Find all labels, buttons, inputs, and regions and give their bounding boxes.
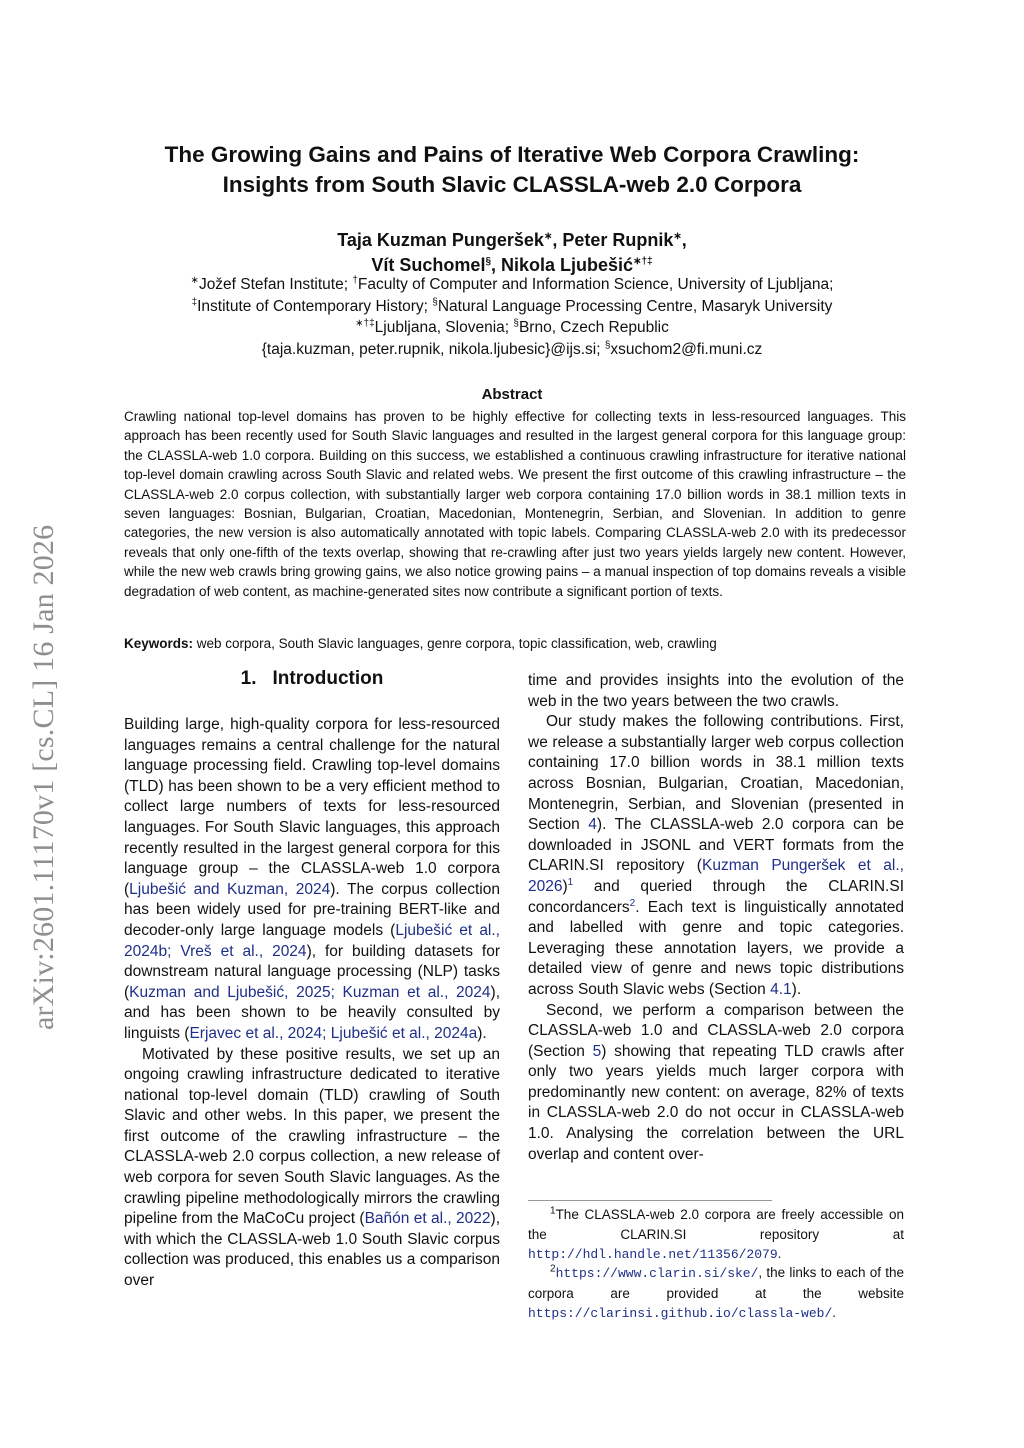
text-run: ): [562, 877, 568, 895]
affil-line-2: [80, 296, 944, 318]
citation-link[interactable]: Kuzman and Ljubešić, 2025; Kuzman et al., 2024: [129, 983, 491, 1001]
left-column: [124, 715, 500, 1292]
affil-mark: ‡: [191, 296, 198, 308]
affil-mark: ∗†‡: [355, 317, 375, 329]
affil-emails: [80, 339, 944, 361]
footnote-text: .: [777, 1246, 782, 1261]
email-text: {taja.kuzman, peter.rupnik, nikola.ljubesic}@ijs.si;: [261, 340, 605, 358]
text-run: Second, we perform a comparison between the CLASSLA-web 1.0 and CLASSLA-web 2.0 corpora (Section: [528, 1001, 904, 1060]
author-mark: §: [485, 256, 492, 267]
author-name: , Nikola Ljubešić: [491, 255, 634, 275]
section-ref-link[interactable]: 4: [588, 816, 597, 834]
section-heading: [124, 668, 500, 690]
affil-line-1: [80, 274, 944, 296]
affil-mark: §: [432, 296, 438, 308]
author-name: Vít Suchomel: [371, 255, 486, 275]
text-run: ), and has been shown to be heavily consulted by linguists (: [124, 983, 500, 1042]
title-line-2: Insights from South Slavic CLASSLA-web 2.0 Corpora: [222, 172, 802, 197]
affil-text: Jožef Stefan Institute;: [198, 276, 353, 293]
affil-text: Natural Language Processing Centre, Masaryk University: [437, 297, 833, 315]
footnote-2: [528, 1263, 904, 1324]
paper-title: [100, 140, 924, 200]
author-list: [100, 228, 924, 278]
authors-line-1: [100, 228, 924, 253]
citation-link[interactable]: Ljubešić et al., 2024b; Vreš et al., 2024: [124, 921, 500, 960]
citation-link[interactable]: Kuzman Pungeršek et al., 2026: [528, 857, 904, 895]
paragraph: [528, 1001, 904, 1166]
footnote-mark: 1: [550, 1205, 556, 1217]
author-name: , Peter Rupnik: [552, 230, 674, 250]
arxiv-stamp: arXiv:2601.11170v1 [cs.CL] 16 Jan 2026: [27, 524, 60, 1030]
author-mark: ∗: [673, 231, 682, 242]
abstract-text: Crawling national top-level domains has proven to be highly effective for collecting texts in less-resourced languages. This approach has been recently used for South Slavic languages and resulted in the largest general corpora for this language group: the CLASSLA-web 1.0 corpora. Building on this success, we established a continuous crawling infrastructure for iterative national top-level domain crawling across South Slavic and related webs. We present the first outcome of this crawling infrastructure – the CLASSLA-web 2.0 corpus collection, with substantially larger web corpora containing 17.0 billion words in 38.1 million texts in seven languages: Bosnian, Bulgarian, Croatian, Macedonian, Montenegrin, Serbian, and Slovenian. In addition to genre categories, the new version is also automatically annotated with topic labels. Comparing CLASSLA-web 2.0 with its predecessor reveals that only one-fifth of the texts overlap, showing that re-crawling after just two years yields largely new content. However, while the new web crawls bring growing gains, we also notice growing pains – a manual inspection of top domains reveals a visible degradation of web content, as machine-generated sites now contribute a significant portion of texts.: [124, 409, 906, 599]
section-number: 1.: [240, 668, 257, 689]
affil-text: Ljubljana, Slovenia;: [374, 319, 514, 336]
citation-link[interactable]: Erjavec et al., 2024; Ljubešić et al., 2024a: [189, 1024, 478, 1042]
text-run: ), for building datasets for downstream natural language processing (NLP) tasks (: [124, 942, 500, 1001]
affiliations: [80, 274, 944, 360]
affil-mark: §: [604, 339, 611, 351]
text-run: and queried through the CLARIN.SI concordancers: [528, 877, 904, 916]
text-run: Motivated by these positive results, we set up an ongoing crawling infrastructure dedicated to iterative national top-level domain (TLD) crawling of South Slavic and other webs. In this paper, we present the first outcome of the crawling infrastructure – the CLASSLA-web 2.0 corpus collection, a new release of web corpora for seven South Slavic languages. As the crawling pipeline methodologically mirrors the crawling pipeline from the MaCoCu project (: [124, 1045, 500, 1228]
text-run: ), with which the CLASSLA-web 1.0 South Slavic corpus collection was produced, this enables us a comparison over: [124, 1210, 500, 1290]
text-run: Our study makes the following contributions. First, we release a substantially larger web corpus collection containing 17.0 billion words in 38.1 million texts across Bosnian, Bulgarian, Croatian, Macedonian, Montenegrin, Serbian, and Slovenian (presented in Section: [528, 713, 904, 834]
footnote-text: The CLASSLA-web 2.0 corpora are freely accessible on the CLARIN.SI repository at: [528, 1207, 904, 1242]
keywords: [124, 634, 906, 653]
affil-mark: †: [352, 274, 358, 286]
text-run: Building large, high-quality corpora for less-resourced languages remains a central challenge for the natural language processing field. Crawling top-level domains (TLD) has been shown to be a very efficient method to collect large numbers of texts for less-resourced languages. For South Slavic languages, this approach recently resulted in the largest general corpora for this language group – the CLASSLA-web 1.0 corpora (: [124, 716, 500, 898]
right-column: [528, 671, 904, 1165]
section-title: Introduction: [272, 668, 384, 689]
title-line-1: The Growing Gains and Pains of Iterative Web Corpora Crawling:: [164, 142, 860, 167]
affil-text: Faculty of Computer and Information Science, University of Ljubljana;: [357, 276, 834, 293]
affil-mark: §: [513, 317, 519, 329]
affil-line-3: [80, 317, 944, 339]
keywords-text: web corpora, South Slavic languages, genre corpora, topic classification, web, crawling: [193, 636, 717, 651]
author-mark: ∗: [543, 231, 553, 242]
paragraph: time and provides insights into the evolution of the web in the two years between the two crawls.: [528, 672, 904, 710]
footnote-url-link[interactable]: https://clarinsi.github.io/classla-web/: [528, 1306, 833, 1321]
footnote-ref[interactable]: 1: [567, 876, 574, 888]
keywords-label: Keywords:: [124, 636, 194, 651]
text-run: ). The CLASSLA-web 2.0 corpora can be downloaded in JSONL and VERT formats from the CLARIN.SI repository (: [528, 816, 904, 875]
section-ref-link[interactable]: 4.1: [770, 980, 792, 998]
citation-link[interactable]: Ljubešić and Kuzman, 2024: [129, 880, 331, 898]
author-mark: ∗†‡: [633, 256, 653, 267]
text-run: ) showing that repeating TLD crawls after only two years yields much larger corpora with predominantly new content: on average, 82% of texts in CLASSLA-web 2.0 do not occur in CLASSLA-web 1.0. Analysing the correlation between the URL overlap and content over-: [528, 1042, 905, 1163]
footnote-text: .: [832, 1305, 837, 1320]
citation-link[interactable]: Bañón et al., 2022: [364, 1210, 491, 1228]
author-separator: ,: [681, 230, 687, 250]
text-run: ).: [477, 1024, 487, 1042]
text-run: ). The corpus collection has been widely used for pre-training BERT-like and decoder-only large language models (: [124, 880, 500, 939]
abstract-heading: Abstract: [481, 386, 543, 403]
footnote-text: , the links to each of the corpora are provided at the website: [528, 1265, 904, 1301]
author-name: Taja Kuzman Pungeršek: [337, 230, 544, 250]
footnote-divider: [528, 1200, 772, 1201]
affil-text: Brno, Czech Republic: [518, 319, 669, 336]
affil-text: Institute of Contemporary History;: [197, 297, 433, 315]
footnote-url-link[interactable]: http://hdl.handle.net/11356/2079: [528, 1247, 778, 1262]
affil-mark: ∗: [190, 274, 199, 286]
footnote-url-link[interactable]: https://www.clarin.si/ske/: [555, 1266, 759, 1281]
footnote-mark: 2: [550, 1263, 556, 1275]
paragraph: [528, 712, 904, 1000]
text-run: ).: [791, 980, 802, 998]
section-ref-link[interactable]: 5: [592, 1042, 602, 1060]
paragraph: [124, 1045, 500, 1292]
email-text: xsuchom2@fi.muni.cz: [610, 340, 763, 358]
paragraph: [124, 715, 500, 1045]
footnote-ref[interactable]: 2: [629, 897, 636, 909]
text-run: . Each text is linguistically annotated and labelled with genre and topic categories. Leveraging these annotation layers, we provide a detailed view of genre and news topic distributions across South Slavic webs (Section: [528, 898, 904, 998]
footnote-1: [528, 1205, 904, 1265]
